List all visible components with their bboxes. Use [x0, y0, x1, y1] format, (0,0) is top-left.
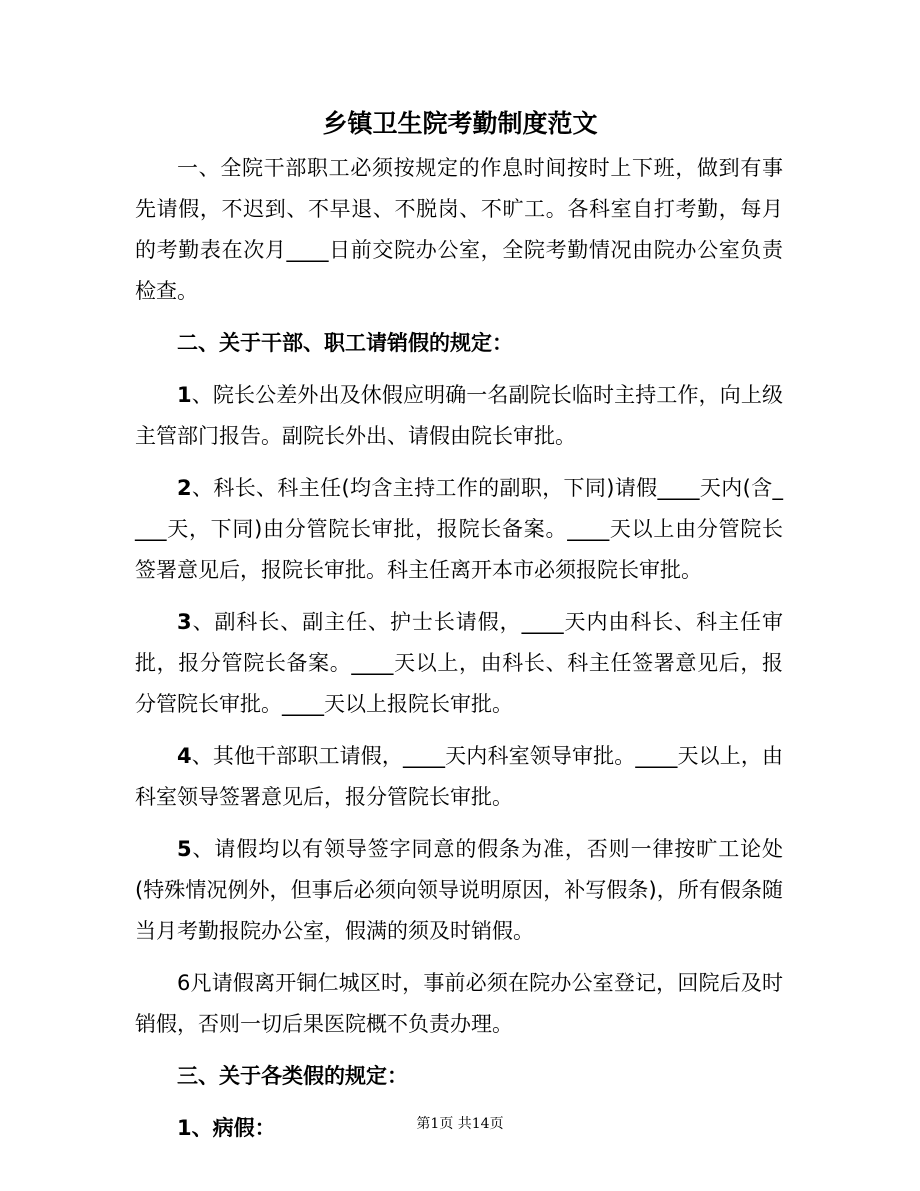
paragraph-text: 一、全院干部职工必须按规定的作息时间按时上下班，做到有事先请假，不迟到、不早退、不脱岗、不旷工。各科室自打考勤，每月的考勤表在次月____日前交院办公室，全院考勤情况由院办公室负责检查。 — [135, 156, 783, 303]
paragraph-text: 、其他干部职工请假，____天内科室领导审批。____天以上，由科室领导签署意见后，报分管院长审批。 — [135, 744, 783, 809]
paragraph-1 — [135, 148, 783, 312]
item-number: 3 — [177, 610, 192, 634]
paragraph-text: 、请假均以有领导签字同意的假条为准，否则一律按旷工论处(特殊情况例外，但事后必须向领导说明原因，补写假条)，所有假条随当月考勤报院办公室，假满的须及时销假。 — [135, 837, 783, 943]
paragraph-item-2 — [135, 468, 783, 591]
document-title: 乡镇卫生院考勤制度范文 — [322, 109, 598, 138]
paragraph-item-3 — [135, 602, 783, 725]
heading-text: 三、关于各类假的规定： — [177, 1064, 408, 1088]
section-heading-2 — [135, 323, 783, 364]
paragraph-item-1 — [135, 375, 783, 457]
paragraph-item-5 — [135, 829, 783, 952]
item-number: 2 — [177, 476, 192, 500]
paragraph-text: 6凡请假离开铜仁城区时，事前必须在院办公室登记，回院后及时销假，否则一切后果医院概不负责办理。 — [135, 971, 783, 1036]
heading-text: 二、关于干部、职工请销假的规定： — [177, 331, 513, 355]
paragraph-item-4 — [135, 736, 783, 818]
paragraph-text: 、科长、科主任(均含主持工作的副职，下同)请假____天内(含_ ___天，下同)由分管院长审批，报院长备案。____天以上由分管院长签署意见后，报院长审批。科主任离开本市必须报院长审批。 — [135, 476, 783, 582]
page-number-footer: 第1页 共14页 — [416, 1116, 504, 1132]
item-number: 5 — [177, 837, 192, 861]
heading-text: 1、病假： — [177, 1116, 276, 1140]
paragraph-text: 、院长公差外出及休假应明确一名副院长临时主持工作，向上级主管部门报告。副院长外出、请假由院长审批。 — [135, 383, 783, 448]
section-heading-3 — [135, 1056, 783, 1097]
paragraph-item-6 — [135, 963, 783, 1045]
item-number: 4 — [177, 744, 192, 768]
document-body — [135, 148, 783, 1160]
item-number: 1 — [177, 383, 192, 407]
paragraph-text: 、副科长、副主任、护士长请假，____天内由科长、科主任审批，报分管院长备案。____天以上，由科长、科主任签署意见后，报分管院长审批。____天以上报院长审批。 — [135, 610, 783, 716]
